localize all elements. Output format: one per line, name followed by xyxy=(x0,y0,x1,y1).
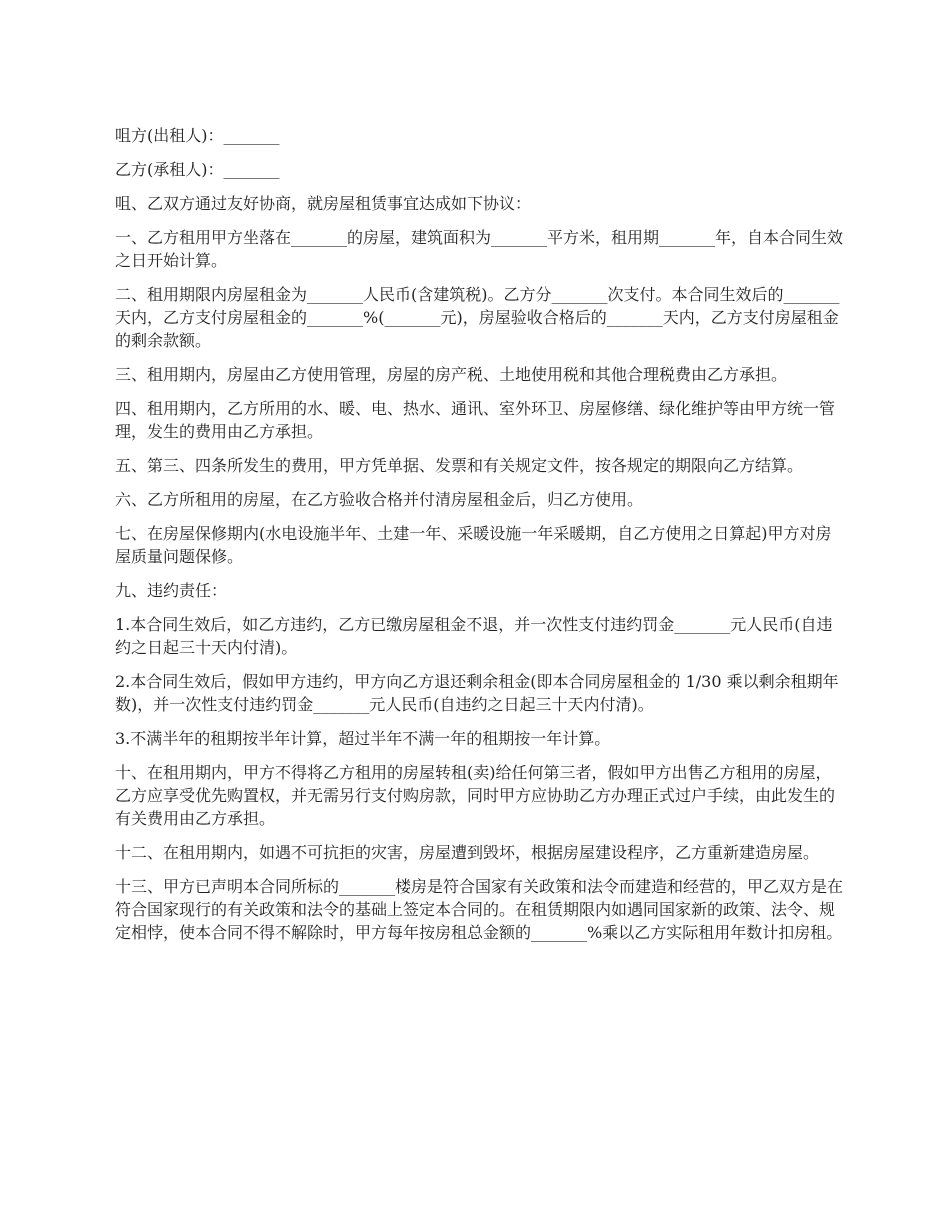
clause-2: 二、租用期限内房屋租金为_______人民币(含建筑税)。乙方分_______次支付。本合同生效后的_______天内，乙方支付房屋租金的_______%(_______元)，房屋验收合格后的_______天内，乙方支付房屋租金的剩余款额。 xyxy=(115,285,840,350)
clause-6: 六、乙方所租用的房屋，在乙方验收合格并付清房屋租金后，归乙方使用。 xyxy=(115,490,644,509)
clause-1: 一、乙方租用甲方坐落在_______的房屋，建筑面积为_______平方米，租用期_______年，自本合同生效之日开始计算。 xyxy=(115,228,844,270)
clause-9-heading: 九、违约责任： xyxy=(115,581,228,600)
clause-4: 四、租用期内，乙方所用的水、暖、电、热水、通讯、室外环卫、房屋修缮、绿化维护等由甲方统一管理，发生的费用由乙方承担。 xyxy=(115,399,836,441)
clause-9-item-3: 3.不满半年的租期按半年计算，超过半年不满一年的租期按一年计算。 xyxy=(115,729,611,748)
clause-9-item-1: 1.本合同生效后，如乙方违约，乙方已缴房屋租金不退，并一次性支付违约罚金_______元人民币(自违约之日起三十天内付清)。 xyxy=(115,615,833,657)
clause-9-item-2: 2.本合同生效后，假如甲方违约，甲方向乙方退还剩余租金(即本合同房屋租金的 1/30 乘以剩余租期年数)，并一次性支付违约罚金_______元人民币(自违约之日起三十天内付清)。 xyxy=(115,672,839,714)
party-a-line: 咀方(出租人)：_______ xyxy=(115,126,280,145)
clause-7: 七、在房屋保修期内(水电设施半年、土建一年、采暖设施一年采暖期，自乙方使用之日算起)甲方对房屋质量问题保修。 xyxy=(115,524,832,566)
party-b-line: 乙方(承租人)：_______ xyxy=(115,160,280,179)
clause-13: 十三、甲方已声明本合同所标的_______楼房是符合国家有关政策和法令而建造和经营的，甲乙双方是在符合国家现行的有关政策和法令的基础上签定本合同的。在租赁期限内如遇同国家新的政策、法令、规定相悖，使本合同不得不解除时，甲方每年按房租总金额的_______%乘以乙方实际租用年数计扣房租。 xyxy=(115,877,844,942)
clause-5: 五、第三、四条所发生的费用，甲方凭单据、发票和有关规定文件，按各规定的期限向乙方结算。 xyxy=(115,456,804,475)
document-body xyxy=(115,124,845,955)
agreement-intro: 咀、乙双方通过友好协商，就房屋租赁事宜达成如下协议： xyxy=(115,194,532,213)
clause-12: 十二、在租用期内，如遇不可抗拒的灾害，房屋遭到毁坏，根据房屋建设程序，乙方重新建造房屋。 xyxy=(115,843,820,862)
clause-10: 十、在租用期内，甲方不得将乙方租用的房屋转租(卖)给任何第三者，假如甲方出售乙方租用的房屋，乙方应享受优先购置权，并无需另行支付购房款，同时甲方应协助乙方办理正式过户手续，由此发生的有关费用由乙方承担。 xyxy=(115,763,836,828)
clause-3: 三、租用期内，房屋由乙方使用管理，房屋的房产税、土地使用税和其他合理税费由乙方承担。 xyxy=(115,365,788,384)
